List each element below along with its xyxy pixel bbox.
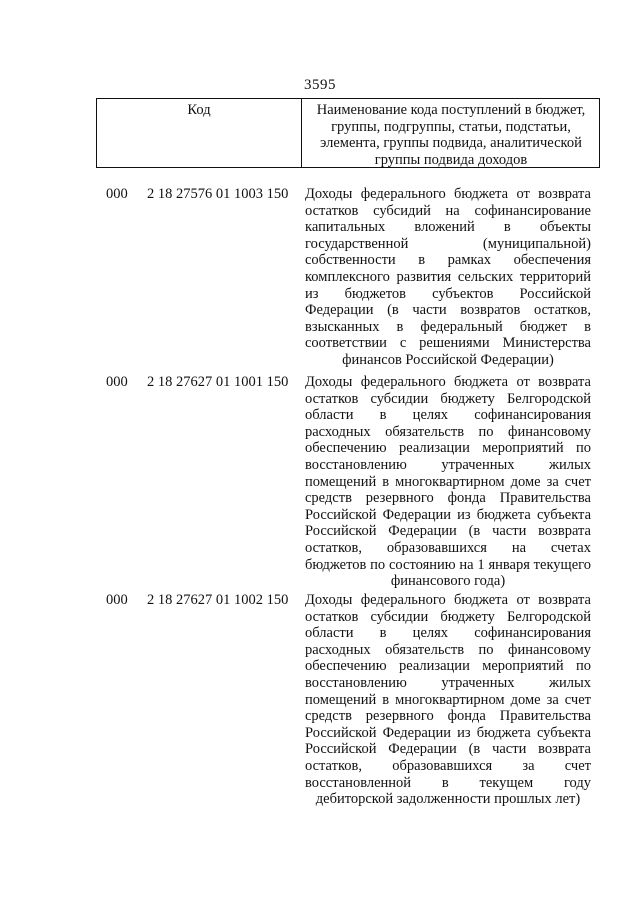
description-line: капитальных вложений в объекты — [305, 219, 591, 236]
description-line: области в целях софинансирования — [305, 625, 591, 642]
description-line: Доходы федерального бюджета от возврата — [305, 374, 591, 390]
row-description — [305, 186, 591, 369]
budget-code: 2 18 27627 01 1001 150 — [147, 374, 289, 390]
description-line: Российской Федерации (в части возврата — [305, 741, 591, 758]
admin-code: 000 — [106, 592, 128, 608]
description-line: собственности в рамках обеспечения — [305, 252, 591, 269]
header-name-line: группы, подгруппы, статьи, подстатьи, — [331, 118, 571, 135]
header-code-label: Код — [187, 102, 211, 118]
row-description — [305, 374, 591, 590]
description-line: восстановлению утраченных жилых — [305, 674, 591, 691]
description-line: государственной (муниципальной) — [305, 235, 591, 252]
row-description — [305, 592, 591, 808]
description-line: остатков, образовавшихся на счетах — [305, 539, 591, 556]
admin-code: 000 — [106, 186, 128, 202]
description-line: остатков субсидий на софинансирование — [305, 202, 591, 219]
budget-code: 2 18 27576 01 1003 150 — [147, 186, 289, 202]
description-line: бюджетов по состоянию на 1 января текущего — [305, 556, 591, 573]
description-line: помещений в многоквартирном доме за счет — [305, 473, 591, 490]
budget-code: 2 18 27627 01 1002 150 — [147, 592, 289, 608]
description-line: финансового года) — [390, 573, 506, 590]
description-line: помещений в многоквартирном доме за счет — [305, 691, 591, 708]
description-line: Российской Федерации (в части возврата — [305, 523, 591, 540]
description-line: Российской Федерации из бюджета субъекта — [305, 724, 591, 741]
description-line: расходных обязательств по финансовому — [305, 641, 591, 658]
table-header — [96, 98, 600, 168]
description-line: восстановлению утраченных жилых — [305, 456, 591, 473]
header-name-line: Наименование кода поступлений в бюджет, — [316, 102, 586, 118]
description-line: обеспечению реализации мероприятий по — [305, 658, 591, 675]
description-line: области в целях софинансирования — [305, 407, 591, 424]
description-line: остатков субсидии бюджету Белгородской — [305, 608, 591, 625]
header-name-label — [305, 102, 597, 168]
description-line: комплексного развития сельских территорий — [305, 268, 591, 285]
description-line: финансов Российской Федерации) — [342, 351, 554, 368]
description-line: Российской Федерации из бюджета субъекта — [305, 506, 591, 523]
description-line: обеспечению реализации мероприятий по — [305, 440, 591, 457]
description-line: Доходы федерального бюджета от возврата — [305, 186, 591, 202]
description-line: дебиторской задолженности прошлых лет) — [315, 791, 581, 808]
description-line: Доходы федерального бюджета от возврата — [305, 592, 591, 608]
description-line: расходных обязательств по финансовому — [305, 423, 591, 440]
header-name-line: элемента, группы подвида, аналитической — [320, 135, 582, 151]
description-line: остатков, образовавшихся за счет — [305, 757, 591, 774]
admin-code: 000 — [106, 374, 128, 390]
page-number: 3595 — [304, 77, 336, 93]
description-line: средств резервного фонда Правительства — [305, 490, 591, 507]
description-line: остатков субсидии бюджету Белгородской — [305, 390, 591, 407]
description-line: Федерации (в части возвратов остатков, — [305, 302, 591, 319]
column-divider — [301, 99, 302, 167]
description-line: соответствии с решениями Министерства — [305, 335, 591, 352]
description-line: из бюджетов субъектов Российской — [305, 285, 591, 302]
description-line: восстановленной в текущем году — [305, 774, 591, 791]
description-line: взысканных в федеральный бюджет в — [305, 318, 591, 335]
header-name-line: группы подвида доходов — [374, 151, 528, 168]
description-line: средств резервного фонда Правительства — [305, 708, 591, 725]
